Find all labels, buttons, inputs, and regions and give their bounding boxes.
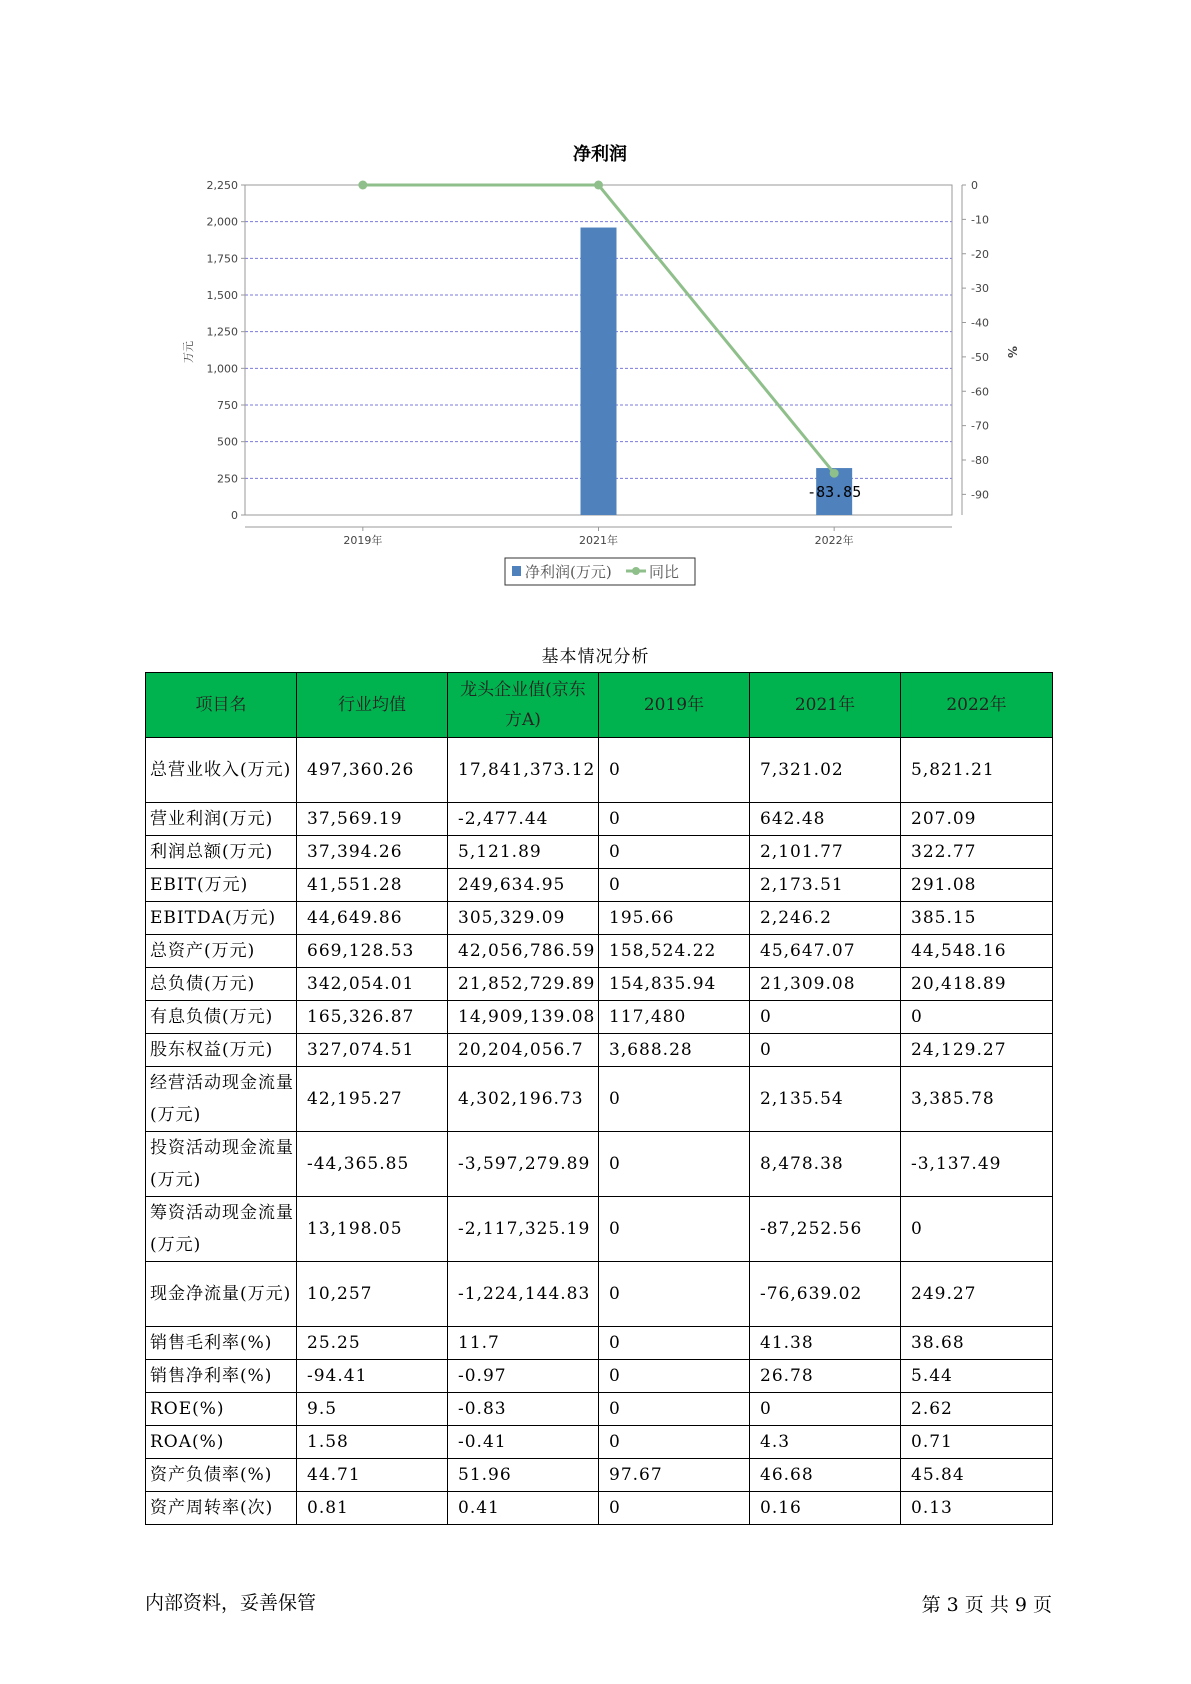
table-cell: -0.83 — [448, 1393, 599, 1426]
table-cell: -44,365.85 — [297, 1132, 448, 1197]
table-cell: 45,647.07 — [750, 935, 901, 968]
y-tick-label: 1,500 — [206, 289, 238, 302]
row-label: EBIT(万元) — [146, 869, 297, 902]
table-cell: 44,548.16 — [901, 935, 1053, 968]
row-label: 利润总额(万元) — [146, 836, 297, 869]
y2-tick-label: -20 — [971, 247, 989, 261]
table-cell: 1.58 — [297, 1426, 448, 1459]
row-label: 股东权益(万元) — [146, 1034, 297, 1067]
y-tick-label: 1,000 — [206, 362, 238, 376]
table-cell: 249.27 — [901, 1262, 1053, 1327]
table-cell: 0 — [750, 1034, 901, 1067]
table-cell: 0 — [599, 1426, 750, 1459]
table-cell: 20,204,056.7 — [448, 1034, 599, 1067]
table-cell: 10,257 — [297, 1262, 448, 1327]
table-cell: 0.16 — [750, 1492, 901, 1525]
table-cell: -0.97 — [448, 1360, 599, 1393]
table-cell: 41,551.28 — [297, 869, 448, 902]
table-row — [146, 1459, 1053, 1492]
row-label: 销售净利率(%) — [146, 1360, 297, 1393]
row-label: 销售毛利率(%) — [146, 1327, 297, 1360]
table-cell: 5.44 — [901, 1360, 1053, 1393]
table-cell: 0 — [599, 1360, 750, 1393]
table-row — [146, 1132, 1053, 1197]
table-cell: 2,173.51 — [750, 869, 901, 902]
table-cell: 207.09 — [901, 803, 1053, 836]
chart-legend — [505, 558, 695, 585]
y2-tick-label: -40 — [971, 316, 989, 330]
table-row — [146, 935, 1053, 968]
table-cell: 2.62 — [901, 1393, 1053, 1426]
row-label: ROA(%) — [146, 1426, 297, 1459]
table-body — [146, 738, 1053, 1525]
table-row — [146, 738, 1053, 803]
y2-tick-label: -70 — [971, 419, 989, 433]
column-header: 2022年 — [901, 673, 1053, 738]
table-cell: 305,329.09 — [448, 902, 599, 935]
column-header: 项目名 — [146, 673, 297, 738]
legend-line-marker — [632, 567, 640, 575]
table-cell: -2,117,325.19 — [448, 1197, 599, 1262]
table-cell: 13,198.05 — [297, 1197, 448, 1262]
y2-axis-label: % — [1005, 345, 1019, 359]
table-cell: 4,302,196.73 — [448, 1067, 599, 1132]
right-axis-ticks — [962, 179, 989, 515]
table-row — [146, 1262, 1053, 1327]
table-caption: 基本情况分析 — [541, 647, 650, 667]
table-cell: 0 — [599, 1262, 750, 1327]
row-label: 资产负债率(%) — [146, 1459, 297, 1492]
table-row — [146, 968, 1053, 1001]
table-cell: 165,326.87 — [297, 1001, 448, 1034]
table-cell: 20,418.89 — [901, 968, 1053, 1001]
table-cell: 642.48 — [750, 803, 901, 836]
legend-line-label: 同比 — [649, 563, 680, 581]
table-cell: 26.78 — [750, 1360, 901, 1393]
table-cell: 0 — [599, 1393, 750, 1426]
row-label: 资产周转率(次) — [146, 1492, 297, 1525]
column-header: 龙头企业值(京东方A) — [448, 673, 599, 738]
table-cell: 291.08 — [901, 869, 1053, 902]
table-row — [146, 1393, 1053, 1426]
table-row — [146, 869, 1053, 902]
table-cell: 154,835.94 — [599, 968, 750, 1001]
table-cell: 0.13 — [901, 1492, 1053, 1525]
table-cell: 669,128.53 — [297, 935, 448, 968]
table-cell: 44,649.86 — [297, 902, 448, 935]
table-cell: 249,634.95 — [448, 869, 599, 902]
y2-tick-label: -50 — [971, 350, 989, 364]
table-cell: 0 — [599, 1132, 750, 1197]
table-cell: 0 — [750, 1001, 901, 1034]
footer-page-number: 第 3 页 共 9 页 — [921, 1594, 1052, 1616]
row-label: ROE(%) — [146, 1393, 297, 1426]
table-cell: 2,246.2 — [750, 902, 901, 935]
line-point — [830, 469, 839, 478]
table-row — [146, 1197, 1053, 1262]
table-cell: 3,688.28 — [599, 1034, 750, 1067]
table-cell: 11.7 — [448, 1327, 599, 1360]
y-tick-label: 1,750 — [206, 252, 238, 266]
left-axis-ticks — [207, 179, 246, 522]
y-tick-label: 500 — [217, 435, 238, 449]
legend-bar-swatch — [512, 566, 521, 576]
table-cell: 25.25 — [297, 1327, 448, 1360]
table-cell: 8,478.38 — [750, 1132, 901, 1197]
table-row — [146, 1492, 1053, 1525]
y-tick-label: 250 — [217, 472, 238, 486]
column-header: 行业均值 — [297, 673, 448, 738]
y-tick-label: 0 — [231, 509, 238, 522]
table-cell: 158,524.22 — [599, 935, 750, 968]
table-cell: 0.81 — [297, 1492, 448, 1525]
table-cell: 97.67 — [599, 1459, 750, 1492]
bar-series — [581, 228, 853, 515]
table-cell: 0 — [599, 836, 750, 869]
table-row — [146, 902, 1053, 935]
table-cell: -2,477.44 — [448, 803, 599, 836]
table-cell: -0.41 — [448, 1426, 599, 1459]
table-cell: 2,101.77 — [750, 836, 901, 869]
legend-bar-label: 净利润(万元) — [525, 563, 612, 581]
table-cell: 327,074.51 — [297, 1034, 448, 1067]
row-label: 投资活动现金流量(万元) — [146, 1132, 297, 1197]
table-cell: 0 — [901, 1197, 1053, 1262]
data-labels — [807, 483, 861, 501]
table-cell: 21,309.08 — [750, 968, 901, 1001]
table-row — [146, 836, 1053, 869]
table-cell: -3,137.49 — [901, 1132, 1053, 1197]
y-tick-label: 2,000 — [206, 215, 238, 229]
row-label: 经营活动现金流量(万元) — [146, 1067, 297, 1132]
footer-confidential-note: 内部资料，妥善保管 — [145, 1592, 317, 1614]
line-point — [594, 181, 603, 190]
table-cell: 0 — [599, 1492, 750, 1525]
row-label: 筹资活动现金流量(万元) — [146, 1197, 297, 1262]
row-label: EBITDA(万元) — [146, 902, 297, 935]
row-label: 总资产(万元) — [146, 935, 297, 968]
table-cell: -94.41 — [297, 1360, 448, 1393]
y2-tick-label: -60 — [971, 385, 989, 399]
table-cell: 51.96 — [448, 1459, 599, 1492]
table-cell: 42,195.27 — [297, 1067, 448, 1132]
table-header-row — [146, 673, 1053, 738]
table-cell: 0 — [599, 803, 750, 836]
row-label: 现金净流量(万元) — [146, 1262, 297, 1327]
basic-analysis-table — [145, 672, 1053, 1525]
table-cell: 4.3 — [750, 1426, 901, 1459]
net-profit-chart — [150, 130, 1050, 600]
table-cell: 0.71 — [901, 1426, 1053, 1459]
row-label: 营业利润(万元) — [146, 803, 297, 836]
table-row — [146, 1426, 1053, 1459]
table-cell: 14,909,139.08 — [448, 1001, 599, 1034]
line-point — [358, 181, 367, 190]
table-cell: 46.68 — [750, 1459, 901, 1492]
table-cell: 37,394.26 — [297, 836, 448, 869]
row-label: 有息负债(万元) — [146, 1001, 297, 1034]
bar — [581, 228, 617, 515]
table-row — [146, 1067, 1053, 1132]
y2-tick-label: -80 — [971, 454, 989, 467]
chart-title: 净利润 — [573, 144, 627, 165]
table-cell: 7,321.02 — [750, 738, 901, 803]
table-cell: -3,597,279.89 — [448, 1132, 599, 1197]
table-cell: 2,135.54 — [750, 1067, 901, 1132]
table-cell: 195.66 — [599, 902, 750, 935]
table-cell: -87,252.56 — [750, 1197, 901, 1262]
table-cell: 45.84 — [901, 1459, 1053, 1492]
table-cell: 41.38 — [750, 1327, 901, 1360]
table-row — [146, 1327, 1053, 1360]
table-cell: 0 — [599, 1197, 750, 1262]
table-cell: 38.68 — [901, 1327, 1053, 1360]
table-cell: 3,385.78 — [901, 1067, 1053, 1132]
table-cell: 0 — [599, 1067, 750, 1132]
y2-tick-label: -30 — [971, 282, 989, 296]
table-cell: 322.77 — [901, 836, 1053, 869]
y-tick-label: 1,250 — [206, 325, 238, 339]
table-cell: 37,569.19 — [297, 803, 448, 836]
y-tick-label: 750 — [217, 399, 238, 412]
y2-tick-label: -90 — [971, 488, 989, 502]
table-cell: 0 — [750, 1393, 901, 1426]
table-cell: 0 — [901, 1001, 1053, 1034]
y-tick-label: 2,250 — [206, 179, 238, 192]
table-cell: 0 — [599, 1327, 750, 1360]
table-cell: 0 — [599, 869, 750, 902]
table-cell: 385.15 — [901, 902, 1053, 935]
table-cell: 21,852,729.89 — [448, 968, 599, 1001]
table-row — [146, 1034, 1053, 1067]
table-cell: 44.71 — [297, 1459, 448, 1492]
x-tick-label: 2022年 — [814, 534, 854, 547]
table-row — [146, 1360, 1053, 1393]
table-cell: 42,056,786.59 — [448, 935, 599, 968]
y2-tick-label: -10 — [971, 213, 989, 227]
table-cell: 24,129.27 — [901, 1034, 1053, 1067]
table-cell: 17,841,373.12 — [448, 738, 599, 803]
table-row — [146, 1001, 1053, 1034]
table-cell: 9.5 — [297, 1393, 448, 1426]
data-label: -83.85 — [807, 483, 862, 502]
row-label: 总负债(万元) — [146, 968, 297, 1001]
x-tick-label: 2019年 — [343, 534, 383, 547]
table-cell: 342,054.01 — [297, 968, 448, 1001]
table-cell: 5,121.89 — [448, 836, 599, 869]
y2-tick-label: 0 — [971, 179, 978, 192]
table-cell: 0.41 — [448, 1492, 599, 1525]
table-cell: 497,360.26 — [297, 738, 448, 803]
x-tick-label: 2021年 — [579, 534, 618, 547]
column-header: 2021年 — [750, 673, 901, 738]
table-row — [146, 803, 1053, 836]
column-header: 2019年 — [599, 673, 750, 738]
y-axis-label: 万元 — [182, 341, 195, 363]
table-cell: 117,480 — [599, 1001, 750, 1034]
x-axis-ticks — [245, 527, 952, 547]
table-cell: 0 — [599, 738, 750, 803]
table-cell: -1,224,144.83 — [448, 1262, 599, 1327]
table-cell: 5,821.21 — [901, 738, 1053, 803]
row-label: 总营业收入(万元) — [146, 738, 297, 803]
table-cell: -76,639.02 — [750, 1262, 901, 1327]
